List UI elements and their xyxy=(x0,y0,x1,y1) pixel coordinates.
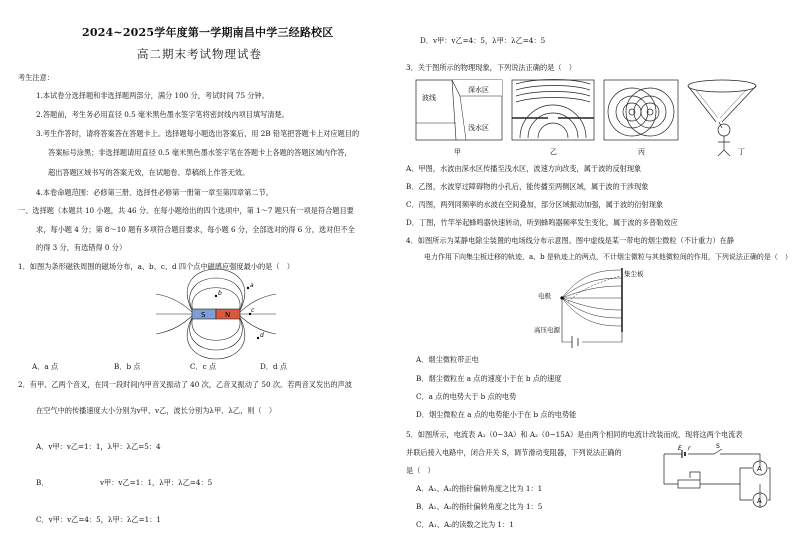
ammeter-circuit-figure xyxy=(660,443,774,514)
q2-line-1: 2．有甲、乙两个音叉，在同一段时间内甲音叉振动了 40 次，乙音叉振动了 50 次。若两音叉发出的声波 xyxy=(18,380,352,389)
point-d-label: d xyxy=(260,332,264,339)
svg-text:E: E xyxy=(678,445,682,452)
q2-option-b-text: v甲：v乙=1：1，λ甲：λ乙=4：5 xyxy=(100,478,213,487)
exam-title: 2024~2025学年度第一学期南昌中学三经路校区 xyxy=(82,26,334,39)
point-a-dot xyxy=(247,287,249,289)
q4-option-c: C．a 点的电势大于 b 点的电势 xyxy=(416,392,517,401)
svg-text:A: A xyxy=(757,497,762,505)
svg-text:S: S xyxy=(716,443,720,450)
figure-bing xyxy=(604,80,678,140)
exam-subtitle: 高二期末考试物理试卷 xyxy=(137,47,262,61)
magnet-s-label: S xyxy=(201,311,206,319)
q2-line-2: 在空气中的传播速度大小分别为v甲、v乙，波长分别为λ甲、λ乙，则（ ） xyxy=(36,406,277,415)
magnet-n-label: N xyxy=(225,311,231,319)
notice-heading: 考生注意： xyxy=(18,73,54,82)
q5-line-2: 并联后接入电路中，闭合开关 S，调节滑动变阻器，下列说法正确的 xyxy=(406,448,622,457)
q5-line-1: 5．如图所示，电流表 A₁（0~3A）和 A₂（0~15A）是由两个相同的电流计改装而成，现将这两个电流表 xyxy=(406,430,743,439)
q3-stem: 3．关于图所示的物理现象，下列说法正确的是（ ） xyxy=(406,63,576,72)
magnet-field-figure xyxy=(154,274,278,354)
q4-option-b: B．烟尘微粒在 a 点的速度小于在 b 点的速度 xyxy=(416,374,562,383)
q1-option-b: B．b 点 xyxy=(114,362,141,371)
q4-line-1: 4．如图所示为某静电除尘装置的电场线分布示意图。图中虚线是某一带电的烟尘微粒（不计重力）在静 xyxy=(406,236,735,245)
notice-line-2: 2.答题前，考生务必用直径 0.5 毫米黑色墨水签字笔将密封线内项目填写清楚。 xyxy=(36,110,289,119)
q5-line-3: 是（ ） xyxy=(406,466,435,475)
fig-wave-label: 波线 xyxy=(422,94,436,102)
point-c-label: c xyxy=(251,307,255,314)
fig-shallow-label: 浅水区 xyxy=(468,124,489,132)
fig-plate-label: 集尘板 xyxy=(624,270,644,278)
q4-line-2: 电力作用下向集尘板迁移的轨迹，a、b 是轨迹上的两点，不计烟尘微粒与其他微粒间的作用，下列说法正确的是（ ） xyxy=(424,253,792,261)
q1-stem: 1．如图为条形磁铁周围的磁场分布，a、b、c、d 四个点中磁感应强度最小的是（ ） xyxy=(18,262,294,271)
notice-line-3: 3.考生作答时，请将答案答在答题卡上。选择题每小题选出答案后，用 2B 铅笔把答题卡上对应题目的 xyxy=(36,129,360,138)
section-1-line-2: 求，每小题 4 分；第 8～10 题有多项符合题目要求，每小题 6 分，全部选对的得 6 分，选对但不全 xyxy=(36,225,355,234)
fig-electrode-label: 电极 xyxy=(538,292,551,300)
q2-option-a: A．v甲：v乙=1：1，λ甲：λ乙=5：4 xyxy=(36,442,161,451)
figure-ding xyxy=(688,80,756,156)
q2-option-d: D．v甲：v乙=4：5，λ甲：λ乙=4：5 xyxy=(420,36,546,45)
q1-option-a: A．a 点 xyxy=(32,362,59,371)
caption-jia: 甲 xyxy=(454,148,461,156)
q4-option-d: D．烟尘微粒在 a 点的电势能小于在 b 点的电势能 xyxy=(416,410,577,419)
svg-text:A: A xyxy=(757,465,762,473)
figure-jia xyxy=(416,80,502,140)
notice-line-3c: 超出答题区域书写的答案无效，在试题卷、草稿纸上作答无效。 xyxy=(48,168,250,177)
electrostatic-precipitator-figure xyxy=(532,266,642,350)
figure-yi xyxy=(512,80,594,141)
caption-yi: 乙 xyxy=(550,148,557,156)
point-a-label: a xyxy=(250,282,254,289)
caption-ding: 丁 xyxy=(738,148,745,156)
notice-line-4: 4.本卷命题范围：必修第三册、选择性必修第一册第一章至第四章第二节。 xyxy=(36,188,273,197)
q3-option-d: D．丁图，竹竿举起蜂鸣器快速转动，听到蜂鸣器频率发生变化，属于波的多普勒效应 xyxy=(406,218,678,227)
q3-option-a: A．甲图，水波由深水区传播至浅水区，波速方向改变，属于波的反射现象 xyxy=(406,164,642,173)
q3-option-c: C．丙图，两列同频率的水波在空间叠加，部分区域振动加强，属于波的衍射现象 xyxy=(406,200,664,209)
caption-bing: 丙 xyxy=(638,148,645,156)
notice-line-1: 1.本试卷分选择题和非选择题两部分，满分 100 分，考试时间 75 分钟。 xyxy=(36,91,269,100)
q5-option-c: C．A₁、A₂的读数之比为 1：1 xyxy=(416,520,514,529)
fig-deep-label: 深水区 xyxy=(468,86,489,94)
point-b-label: b xyxy=(218,290,222,297)
q5-option-a: A．A₁、A₂的指针偏转角度之比为 1：1 xyxy=(416,484,543,493)
q5-option-b: B．A₁、A₂的指针偏转角度之比为 1：5 xyxy=(416,502,543,511)
q1-option-c: C．c 点 xyxy=(190,362,217,371)
q4-option-a: A．烟尘微粒带正电 xyxy=(416,355,479,364)
q3-figures xyxy=(416,78,766,156)
fig-hv-label: 高压电源 xyxy=(534,326,560,334)
section-1-line-3: 的得 3 分，有选错得 0 分） xyxy=(36,243,127,252)
point-b-dot xyxy=(215,295,217,297)
q1-option-d: D．d 点 xyxy=(260,362,288,371)
notice-line-3b: 答案标号涂黑；非选择题请用直径 0.5 毫米黑色墨水签字笔在答题卡上各题的答题区域内作答， xyxy=(48,148,352,157)
q2-option-b: B． xyxy=(36,478,49,487)
q3-option-b: B．乙图，水波穿过障碍物的小孔后，能传播至两侧区域，属于波的干涉现象 xyxy=(406,182,649,191)
point-d-dot xyxy=(257,337,259,339)
q2-option-c: C．v甲：v乙=4：5，λ甲：λ乙=1：1 xyxy=(36,515,161,524)
svg-text:r: r xyxy=(688,445,691,452)
section-1-line-1: 一、选择题（本题共 10 小题，共 46 分。在每小题给出的四个选项中，第 1～7 题只有一项是符合题目要 xyxy=(18,206,354,215)
